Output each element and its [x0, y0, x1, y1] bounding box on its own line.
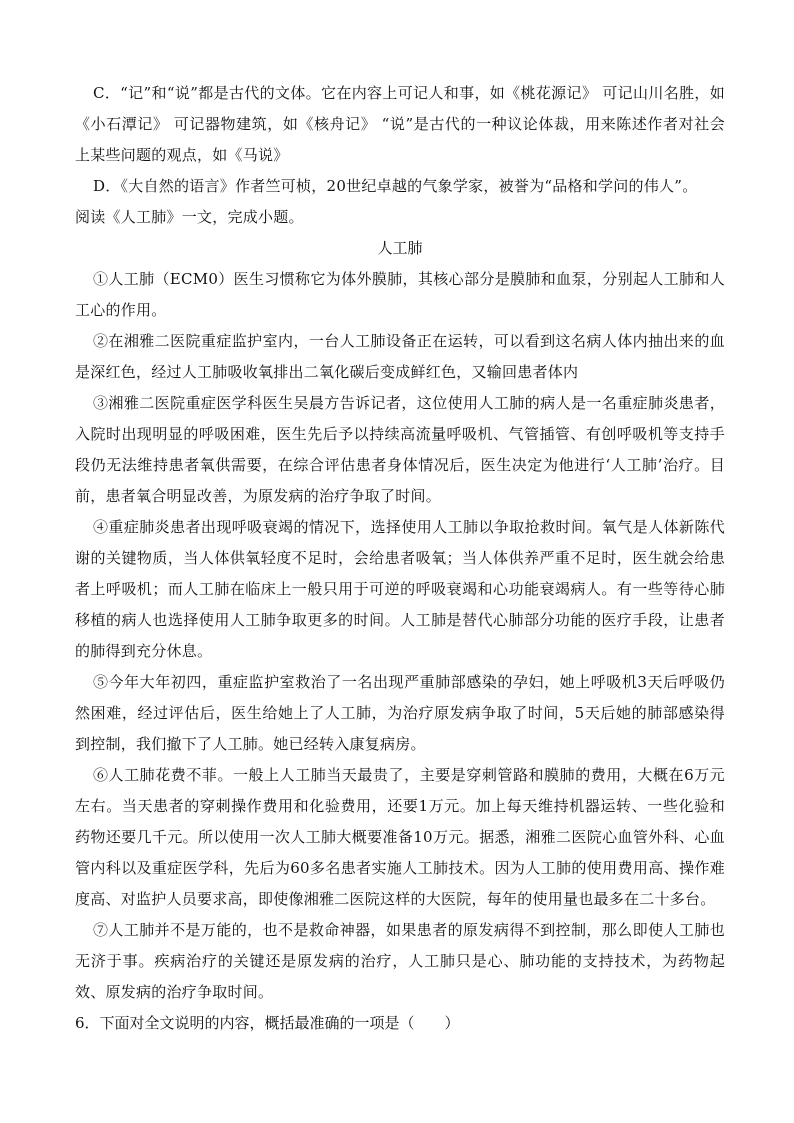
option-d: D．《大自然的语言》作者竺可桢，20世纪卓越的气象学家，被誉为“品格和学问的伟人”。: [93, 177, 698, 195]
article-paragraph-4: ④重症肺炎患者出现呼吸衰竭的情况下，选择使用人工肺以争取抢救时间。氧气是人体新陈代谢的关键物质，当人体供氧轻度不足时，会给患者吸氧；当人体供养严重不足时，医生就会给患者上呼吸机；而人工肺在临床上一般只用于可逆的呼吸衰竭和心功能衰竭病人。有一些等待心肺移植的病人也选择使用人工肺争取更多的时间。人工肺是替代心肺部分功能的医疗手段，让患者的肺得到充分休息。: [75, 518, 725, 660]
question-6: 6．下面对全文说明的内容，概括最准确的一项是（ ）: [75, 1014, 460, 1032]
option-c: C．“记”和“说”都是古代的文体。它在内容上可记人和事，如《桃花源记》 可记山川名胜，如《小石潭记》 可记器物建筑，如《核舟记》 “说”是古代的一种议论体裁，用来陈述作者对社会上某些问题的观点，如《马说》: [75, 84, 725, 164]
article-paragraph-2: ②在湘雅二医院重症监护室内，一台人工肺设备正在运转，可以看到这名病人体内抽出来的血是深红色，经过人工肺吸收氧排出二氧化碳后变成鲜红色，又输回患者体内: [75, 332, 725, 381]
article-paragraph-6: ⑥人工肺花费不菲。一般上人工肺当天最贵了，主要是穿刺管路和膜肺的费用，大概在6万元左右。当天患者的穿刺操作费用和化验费用，还要1万元。加上每天维持机器运转、一些化验和药物还要几千元。所以使用一次人工肺大概要准备10万元。据悉，湘雅二医院心血管外科、心血管内科以及重症医学科，先后为60多名患者实施人工肺技术。因为人工肺的使用费用高、操作难度高、对监护人员要求高，即使像湘雅二医院这样的大医院，每年的使用量也最多在二十多台。: [75, 766, 725, 908]
document-content: [75, 78, 725, 1039]
article-title: 人工肺: [377, 239, 423, 257]
article-paragraph-1: ①人工肺（ECM0）医生习惯称它为体外膜肺，其核心部分是膜肺和血泵，分别起人工肺和人工心的作用。: [75, 270, 725, 319]
article-paragraph-7: ⑦人工肺并不是万能的，也不是救命神器，如果患者的原发病得不到控制，那么即使人工肺也无济于事。疾病治疗的关键还是原发病的治疗，人工肺只是心、肺功能的支持技术，为药物起效、原发病的治疗争取时间。: [75, 921, 725, 1001]
article-paragraph-5: ⑤今年大年初四，重症监护室救治了一名出现严重肺部感染的孕妇，她上呼吸机3天后呼吸仍然困难，经过评估后，医生给她上了人工肺，为治疗原发病争取了时间，5天后她的肺部感染得到控制，我们撤下了人工肺。她已经转入康复病房。: [75, 673, 725, 753]
reading-instruction: 阅读《人工肺》一文，完成小题。: [75, 208, 304, 226]
article-paragraph-3: ③湘雅二医院重症医学科医生吴晨方告诉记者，这位使用人工肺的病人是一名重症肺炎患者，入院时出现明显的呼吸困难，医生先后予以持续高流量呼吸机、气管插管、有创呼吸机等支持手段仍无法维持患者氧供需要，在综合评估患者身体情况后，医生决定为他进行‘人工肺’治疗。目前，患者氧合明显改善，为原发病的治疗争取了时间。: [75, 394, 725, 505]
